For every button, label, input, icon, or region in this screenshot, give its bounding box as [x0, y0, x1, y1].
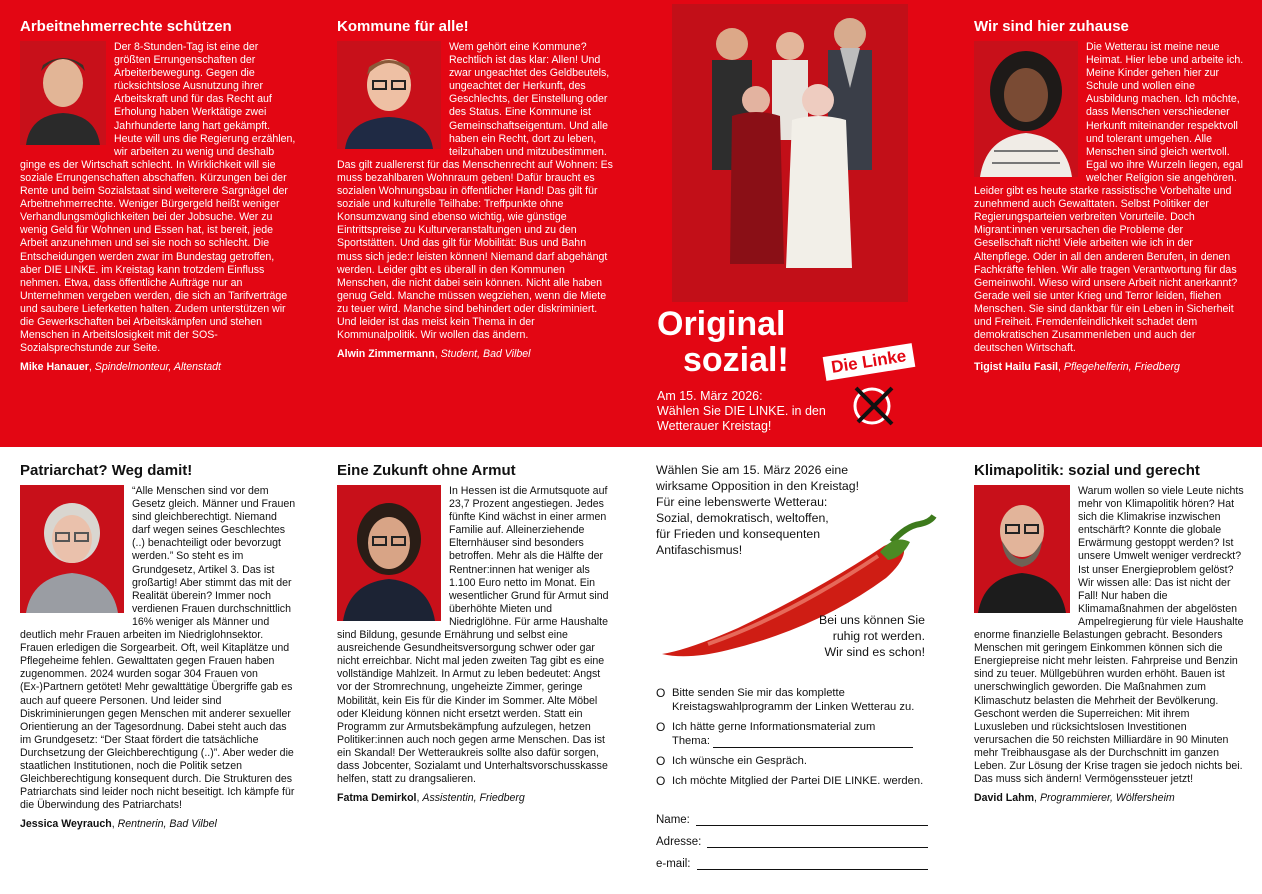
section-patriarchy — [20, 462, 296, 830]
portrait-photo — [974, 41, 1078, 177]
field-label: Adresse: — [656, 836, 702, 848]
name-input-line[interactable] — [696, 815, 928, 826]
portrait-photo — [20, 41, 106, 145]
name-field[interactable] — [656, 812, 928, 826]
signature: Mike Hanauer, Spindelmonteur, Altenstadt — [20, 361, 222, 374]
author-role: Rentnerin, Bad Vilbel — [117, 818, 217, 831]
option-label: Bitte senden Sie mir das komplette Kreistagswahlprogramm der Linken Wetterau zu. — [672, 687, 915, 713]
party-logo: Die Linke — [823, 343, 915, 381]
election-line2: Wählen Sie DIE LINKE. in den — [657, 404, 826, 418]
email-input-line[interactable] — [697, 859, 928, 870]
portrait-photo — [337, 485, 441, 621]
chili-line: ruhig rot werden. — [832, 629, 925, 643]
signature: Tigist Hailu Fasil, Pflegehelferin, Friedberg — [974, 361, 1180, 374]
section-body: Wem gehört eine Kommune? Rechtlich ist das klar: Allen! Und zwar ungeachtet des Geldbeutels, ungeachtet der Herkunft, des Geschlechts, der Einstellung oder des Status. Eine Kommune ist Gemeinschaftseigentum. Und alle haben ein Recht, dort zu leben, teilzuhaben und mitzubestimmen. Das gilt zuallererst für das Menschenrecht auf Wohnen: Es muss bezahlbaren Wohnraum geben! Dafür braucht es sozialen Wohnungsbau in öffentlicher Hand! Das gilt für soziale und kulturelle Teilhabe: Treffpunkte ohne Konsumzwang sind ebenso wichtig, wie günstige Eintrittspreise zu Kulturveranstaltungen und zu den Sportstätten. Und das gilt für Mobilität: Bus und Bahn muss sich jede:r leisten können! Niemand darf abgehängt werden. Leider gibt es überall in den Kommunen Menschen, die nicht dabei sein können. Nicht alle haben genug Geld. Manche müssen wegziehen, wenn die Miete zu teuer wird. Manche sind behindert oder diskriminiert. Und leider ist das meist kein Thema in der Kommunalpolitik. Wir wollen das ändern. — [337, 41, 613, 342]
intro-line: Für eine lebenswerte Wetterau: — [656, 495, 828, 509]
option-label: Ich möchte Mitglied der Partei DIE LINKE. werden. — [672, 775, 924, 787]
option-program[interactable] — [656, 686, 928, 714]
checkbox-circle-icon[interactable]: O — [656, 754, 666, 768]
chili-line: Wir sind es schon! — [824, 645, 925, 659]
section-poverty — [337, 462, 613, 804]
section-title: Klimapolitik: sozial und gerecht — [974, 462, 1200, 479]
author-name: David Lahm — [974, 792, 1035, 805]
checkbox-circle-icon[interactable]: O — [656, 720, 666, 734]
section-title: Patriarchat? Weg damit! — [20, 462, 193, 479]
section-community — [337, 18, 613, 360]
topic-label: Thema: — [672, 735, 710, 747]
signature: Alwin Zimmermann, Student, Bad Vilbel — [337, 348, 531, 361]
author-role: Spindelmonteur, Altenstadt — [94, 361, 222, 374]
group-photo — [672, 4, 908, 302]
intro-line: Sozial, demokratisch, weltoffen, — [656, 511, 829, 525]
email-field[interactable] — [656, 856, 928, 870]
section-workers-rights — [20, 18, 296, 373]
author-role: Programmierer, Wölfersheim — [1039, 792, 1175, 805]
option-membership[interactable] — [656, 774, 928, 788]
option-conversation[interactable] — [656, 754, 928, 768]
author-name: Tigist Hailu Fasil — [974, 361, 1058, 374]
election-line3: Wetterauer Kreistag! — [657, 419, 772, 433]
section-title: Wir sind hier zuhause — [974, 18, 1129, 35]
address-input-line[interactable] — [707, 837, 928, 848]
election-line1: Am 15. März 2026: — [657, 389, 763, 403]
option-list — [656, 686, 928, 794]
section-title: Kommune für alle! — [337, 18, 469, 35]
author-name: Jessica Weyrauch — [20, 818, 112, 831]
field-label: Name: — [656, 814, 690, 826]
signature: Jessica Weyrauch, Rentnerin, Bad Vilbel — [20, 818, 217, 831]
portrait-photo — [337, 41, 441, 149]
section-body: Der 8-Stunden-Tag ist eine der größten Errungenschaften der Arbeiterbewegung. Gegen die rücksichtslose Ausnutzung ihrer Arbeitskraft und für das Recht auf Erholung haben Werktätige zwei Jahrhunderte lang hart gekämpft. Heute will uns die Regierung erzählen, wir arbeiten zu wenig und deshalb ginge es der Wirtschaft schlecht. In Wirklichkeit will sie soziale Errungenschaften abschaffen. Kürzungen bei der Rente und beim Sozialstaat sind weiterere Sargnägel der Arbeitnehmerrechte. Weniger Bürgergeld heißt weniger Verhandlungsmöglichkeiten bei der Jobsuche. Wer zu wenig Geld für Wohnen und Essen hat, ist bereit, jede Arbeit anzunehmen und sei sie noch so schlecht. Die Entscheidungen werden zwar im Bundestag getroffen, aber DIE LINKE. im Kreistag kann trotzdem Einfluss nehmen. Etwa, dass öffentliche Aufträge nur an Unternehmen vergeben werden, die sich an Tarifverträge und saubere Lieferketten halten. Zudem unterstützen wir die Gewerkschaften bei Arbeitskämpfen und stehen Menschen in Arbeitslosigkeit mit der SOS-Sozialsprechstunde zur Seite. — [20, 41, 296, 355]
signature: David Lahm, Programmierer, Wölfersheim — [974, 792, 1175, 805]
author-role: Student, Bad Vilbel — [440, 348, 531, 361]
checkbox-circle-icon[interactable]: O — [656, 686, 666, 700]
intro-line: für Frieden und konsequenten — [656, 527, 821, 541]
ballot-cross-icon — [848, 382, 900, 433]
author-name: Fatma Demirkol — [337, 792, 417, 805]
author-name: Alwin Zimmermann — [337, 348, 435, 361]
section-at-home — [974, 18, 1244, 373]
author-role: Pflegehelferin, Friedberg — [1063, 361, 1180, 374]
intro-line: Wählen Sie am 15. März 2026 eine — [656, 463, 849, 477]
author-name: Mike Hanauer — [20, 361, 89, 374]
option-info-material[interactable] — [656, 720, 928, 748]
portrait-photo — [974, 485, 1070, 613]
section-title: Eine Zukunft ohne Armut — [337, 462, 516, 479]
checkbox-circle-icon[interactable]: O — [656, 774, 666, 788]
intro-line: wirksame Opposition in den Kreistag! — [656, 479, 859, 493]
slogan-line1: Original — [657, 305, 786, 343]
address-field[interactable] — [656, 834, 928, 848]
intro-line: Antifaschismus! — [656, 543, 743, 557]
slogan-line2: sozial! — [683, 341, 789, 379]
portrait-photo — [20, 485, 124, 613]
section-title: Arbeitnehmerrechte schützen — [20, 18, 232, 35]
section-body: “Alle Menschen sind vor dem Gesetz gleich. Männer und Frauen sind gleichberechtigt. Niemand darf wegen seines Geschlechtes (..) benachteiligt oder bevorzugt werden.” So steht es im Grundgesetz, Artikel 3. Das ist großartig! Aber stimmt das mit der Realität überein? Immer noch verdienen Frauen durchschnittlich 16% weniger als Männer und deutlich mehr Frauen arbeiten im Niedriglohnsektor. Frauen erledigen die Sorgearbeit. Oft, weil Kitaplätze und Pflegeheime fehlen. Gewalttaten gegen Frauen haben zugenommen. 2024 wurden sogar 304 Frauen von (Ex-)Partnern getötet! Mehr gewalttätige Übergriffe gab es auch auf queere Personen. Und leider sind Diskriminierungen gegen Menschen mit anderer sexueller Orientierung an der Tagesordnung. Dabei steht auch das im Grundgesetz: “Der Staat fördert die tatsächliche Durchsetzung der Gleichberechtigung (..)”. Aber weder die staatlichen Institutionen, noch die Politik setzen Gleichberechtigung konsequent durch. Die Strukturen des Patriarchats sind leider noch nicht beseitigt. Ich kämpfe für die Überwindung des Patriarchats! — [20, 485, 296, 812]
field-label: e-mail: — [656, 858, 691, 870]
topic-input[interactable] — [713, 737, 913, 748]
chili-line: Bei uns können Sie — [819, 613, 925, 627]
option-label: Ich hätte gerne Informationsmaterial zum — [672, 721, 876, 733]
section-climate — [974, 462, 1244, 804]
section-body: Warum wollen so viele Leute nichts mehr von Klimapolitik hören? Hat sich die Klimakrise inzwischen entschärft? Konnte die globale Erwärmung gestoppt werden? Ist unsere Umwelt weniger verdreckt? Ist unser Energieproblem gelöst? Wir wissen alle: Das ist nicht der Fall! Nur haben die Klimamaßnahmen der abgelösten Ampelregierung für viele Haushalte enorme finanzielle Belastungen gebracht. Besonders Menschen mit geringem Einkommen können sich die Energiepreise nicht mehr leisten. Fahrpreise und Benzin sind zu teuer. Müllgebühren wurden erhöht. Bauen ist unerschwinglich geworden. Die Maßnahmen zum Klimaschutz belasten die Mehrheit der Bevölkerung. Geschont werden die Superreichen: Mit ihrem Luxusleben und rücksichtslosen Investitionen verursachen die 50 reichsten Milliardäre in 90 Minuten mehr Treibhausgase als der Durchschnitt im ganzen Leben. Zur Lösung der Krise tragen sie jedoch nichts bei. Das muss sich ändern! Vermögenssteuer jetzt! — [974, 485, 1244, 786]
section-body: In Hessen ist die Armutsquote auf 23,7 Prozent angestiegen. Jedes fünfte Kind wächst in einer armen Familie auf. Alleinerziehende Elternhäuser sind besonders betroffen. Mehr als die Hälfte der Rentner:innen hat weniger als 1.100 Euro netto im Monat. Ein wesentlicher Grund für Armut sind überhöhte Mieten und Niedriglöhne. Für arme Haushalte sind Bildung, gesunde Ernährung und selbst eine ausreichende Gesundheitsversorgung schwer oder gar nicht erreichbar. Nicht mal jeden zweiten Tag gibt es eine vollständige Mahlzeit. In Armut zu leben bedeutet: Angst vor der Stromrechnung, ungeheizte Zimmer, geringe Mobilität, kein Eis für die Kinder im Sommer. Alte Möbel oder Kleidung können nicht ersetzt werden. Statt ein Programm zur Armutsbekämpfung aufzulegen, hetzen Politiker:innen auch noch gegen arme Menschen. Das ist ein Skandal! Der Wetteraukreis sollte also dafür sorgen, dass Jobcenter, Sozialamt und Unterhaltsvorschusskasse helfen, statt zu drangsalieren. — [337, 485, 609, 786]
author-role: Assistentin, Friedberg — [422, 792, 525, 805]
contact-fields — [656, 812, 928, 878]
election-info — [657, 389, 826, 434]
option-label: Ich wünsche ein Gespräch. — [672, 755, 807, 767]
slogan — [657, 306, 789, 378]
chili-caption — [770, 612, 925, 660]
signature: Fatma Demirkol, Assistentin, Friedberg — [337, 792, 525, 805]
section-body: Die Wetterau ist meine neue Heimat. Hier lebe und arbeite ich. Meine Kinder gehen hier zur Schule und wollen eine Ausbildung machen. Ich möchte, dass Menschen verschiedener Herkunft miteinander respektvoll und tolerant umgehen. Alle Menschen sind gleich wertvoll. Egal wo ihre Wurzeln liegen, egal welcher Religion sie angehören. Leider gibt es heute starke rassistische Vorbehalte und zunehmend auch Gewalttaten. Selbst Politiker der Regierungsparteien verbreiten Vorurteile. Doch Migrant:innen verursachen die Probleme der Gesellschaft nicht! Viele arbeiten wie ich in der Altenpflege. Oder in all den anderen Berufen, in denen Fachkräfte fehlen. Wir alle tragen Verantwortung für das Gemeinwohl. Wieso wird unsere Arbeit nicht anerkannt? Gerade weil sie unter Krieg und Terror leiden, fliehen Menschen. Sie sind dankbar für ein Leben in Sicherheit und Freiheit. Fremdenfeindlichkeit schadet dem demokratischen Zusammenleben und auch der deutschen Wirtschaft. — [974, 41, 1244, 355]
